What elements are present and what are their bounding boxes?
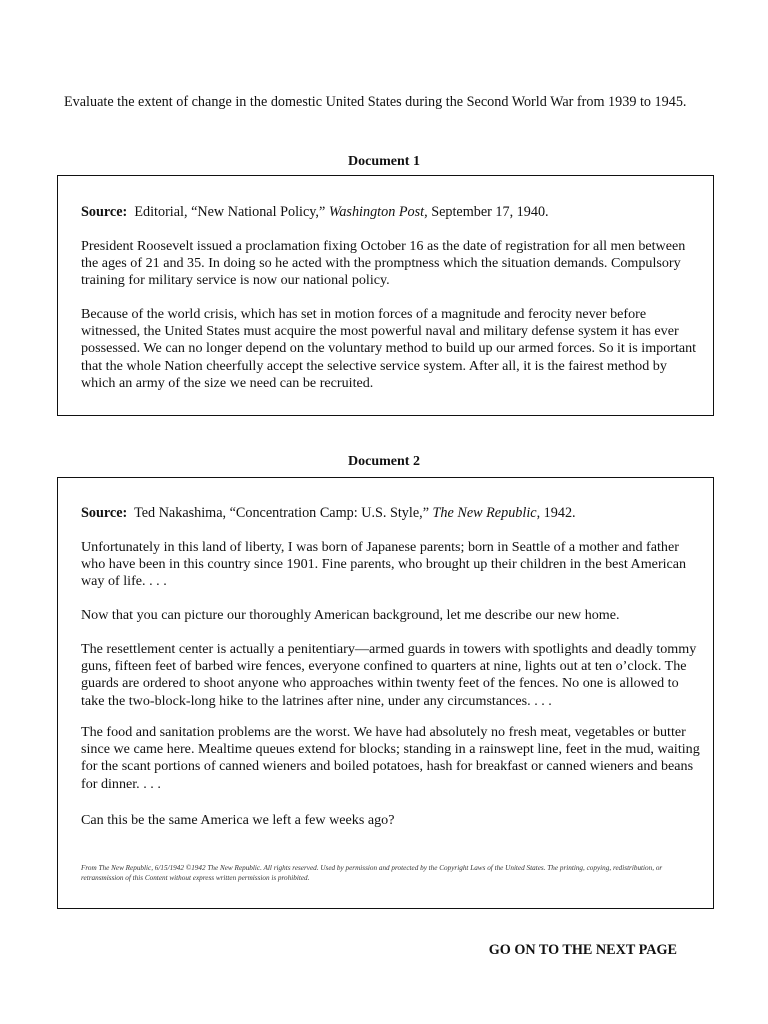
copyright-credit: From The New Republic, 6/15/1942 ©1942 The New Republic. All rights reserved. Used by permission and protected by the Copyright Laws of the United States. The printing, copying, redistribution, or retransmission of this Content without express written permission is prohibited. (81, 864, 663, 882)
document-1-source (81, 204, 549, 221)
document-2-source (81, 505, 576, 522)
source-label: Source: (81, 505, 128, 521)
source-publication: Washington Post (328, 204, 425, 220)
source-date: , 1942. (536, 505, 576, 521)
source-text: Ted Nakashima, “Concentration Camp: U.S. Style,” (134, 505, 433, 521)
question-prompt: Evaluate the extent of change in the domestic United States during the Second World War from 1939 to 1945. (64, 94, 687, 110)
source-text: Editorial, “New National Policy,” (134, 204, 329, 220)
source-label: Source: (81, 204, 128, 220)
document-2-paragraph-5: Can this be the same America we left a few weeks ago? (81, 812, 395, 828)
source-publication: The New Republic (432, 505, 537, 521)
document-1-heading: Document 1 (348, 154, 420, 169)
document-2-heading: Document 2 (348, 454, 420, 469)
document-1-paragraph-2: Because of the world crisis, which has set in motion forces of a magnitude and ferocity never before witnessed, the United States must acquire the most powerful naval and military defense system it has ever possessed. We can no longer depend on the voluntary method to build up our armed forces. So it is important that the whole Nation cheerfully accept the selective service system. After all, it is the fairest method by which an army of the size we need can be recruited. (81, 306, 697, 391)
document-2-paragraph-1: Unfortunately in this land of liberty, I was born of Japanese parents; born in Seattle of a mother and father who have been in this country since 1901. Fine parents, who brought up their children in the best American way of life. . . . (81, 539, 687, 590)
document-1-box (57, 175, 714, 416)
document-2-box (57, 477, 714, 909)
source-date: , September 17, 1940. (424, 204, 549, 220)
document-2-paragraph-2: Now that you can picture our thoroughly American background, let me describe our new home. (81, 607, 620, 623)
go-to-next-page-notice: GO ON TO THE NEXT PAGE (488, 942, 677, 958)
document-2-paragraph-3: The resettlement center is actually a penitentiary—armed guards in towers with spotlights and deadly tommy guns, fifteen feet of barbed wire fences, everyone confined to quarters at nine, lights out at ten o’clock. The guards are ordered to shoot anyone who approaches within twenty feet of the fences. No one is allowed to take the two-block-long hike to the latrines after nine, under any circumstances. . . . (81, 641, 697, 709)
document-1-paragraph-1: President Roosevelt issued a proclamation fixing October 16 as the date of registration for all men between the ages of 21 and 35. In doing so he acted with the promptness which the situation demands. Compulsory training for military service is now our national policy. (81, 238, 686, 289)
document-2-paragraph-4: The food and sanitation problems are the worst. We have had absolutely no fresh meat, vegetables or butter since we came here. Mealtime queues extend for blocks; standing in a rainswept line, feet in the mud, waiting for the scant portions of canned wieners and boiled potatoes, hash for breakfast or canned wieners and beans for dinner. . . . (81, 724, 700, 792)
